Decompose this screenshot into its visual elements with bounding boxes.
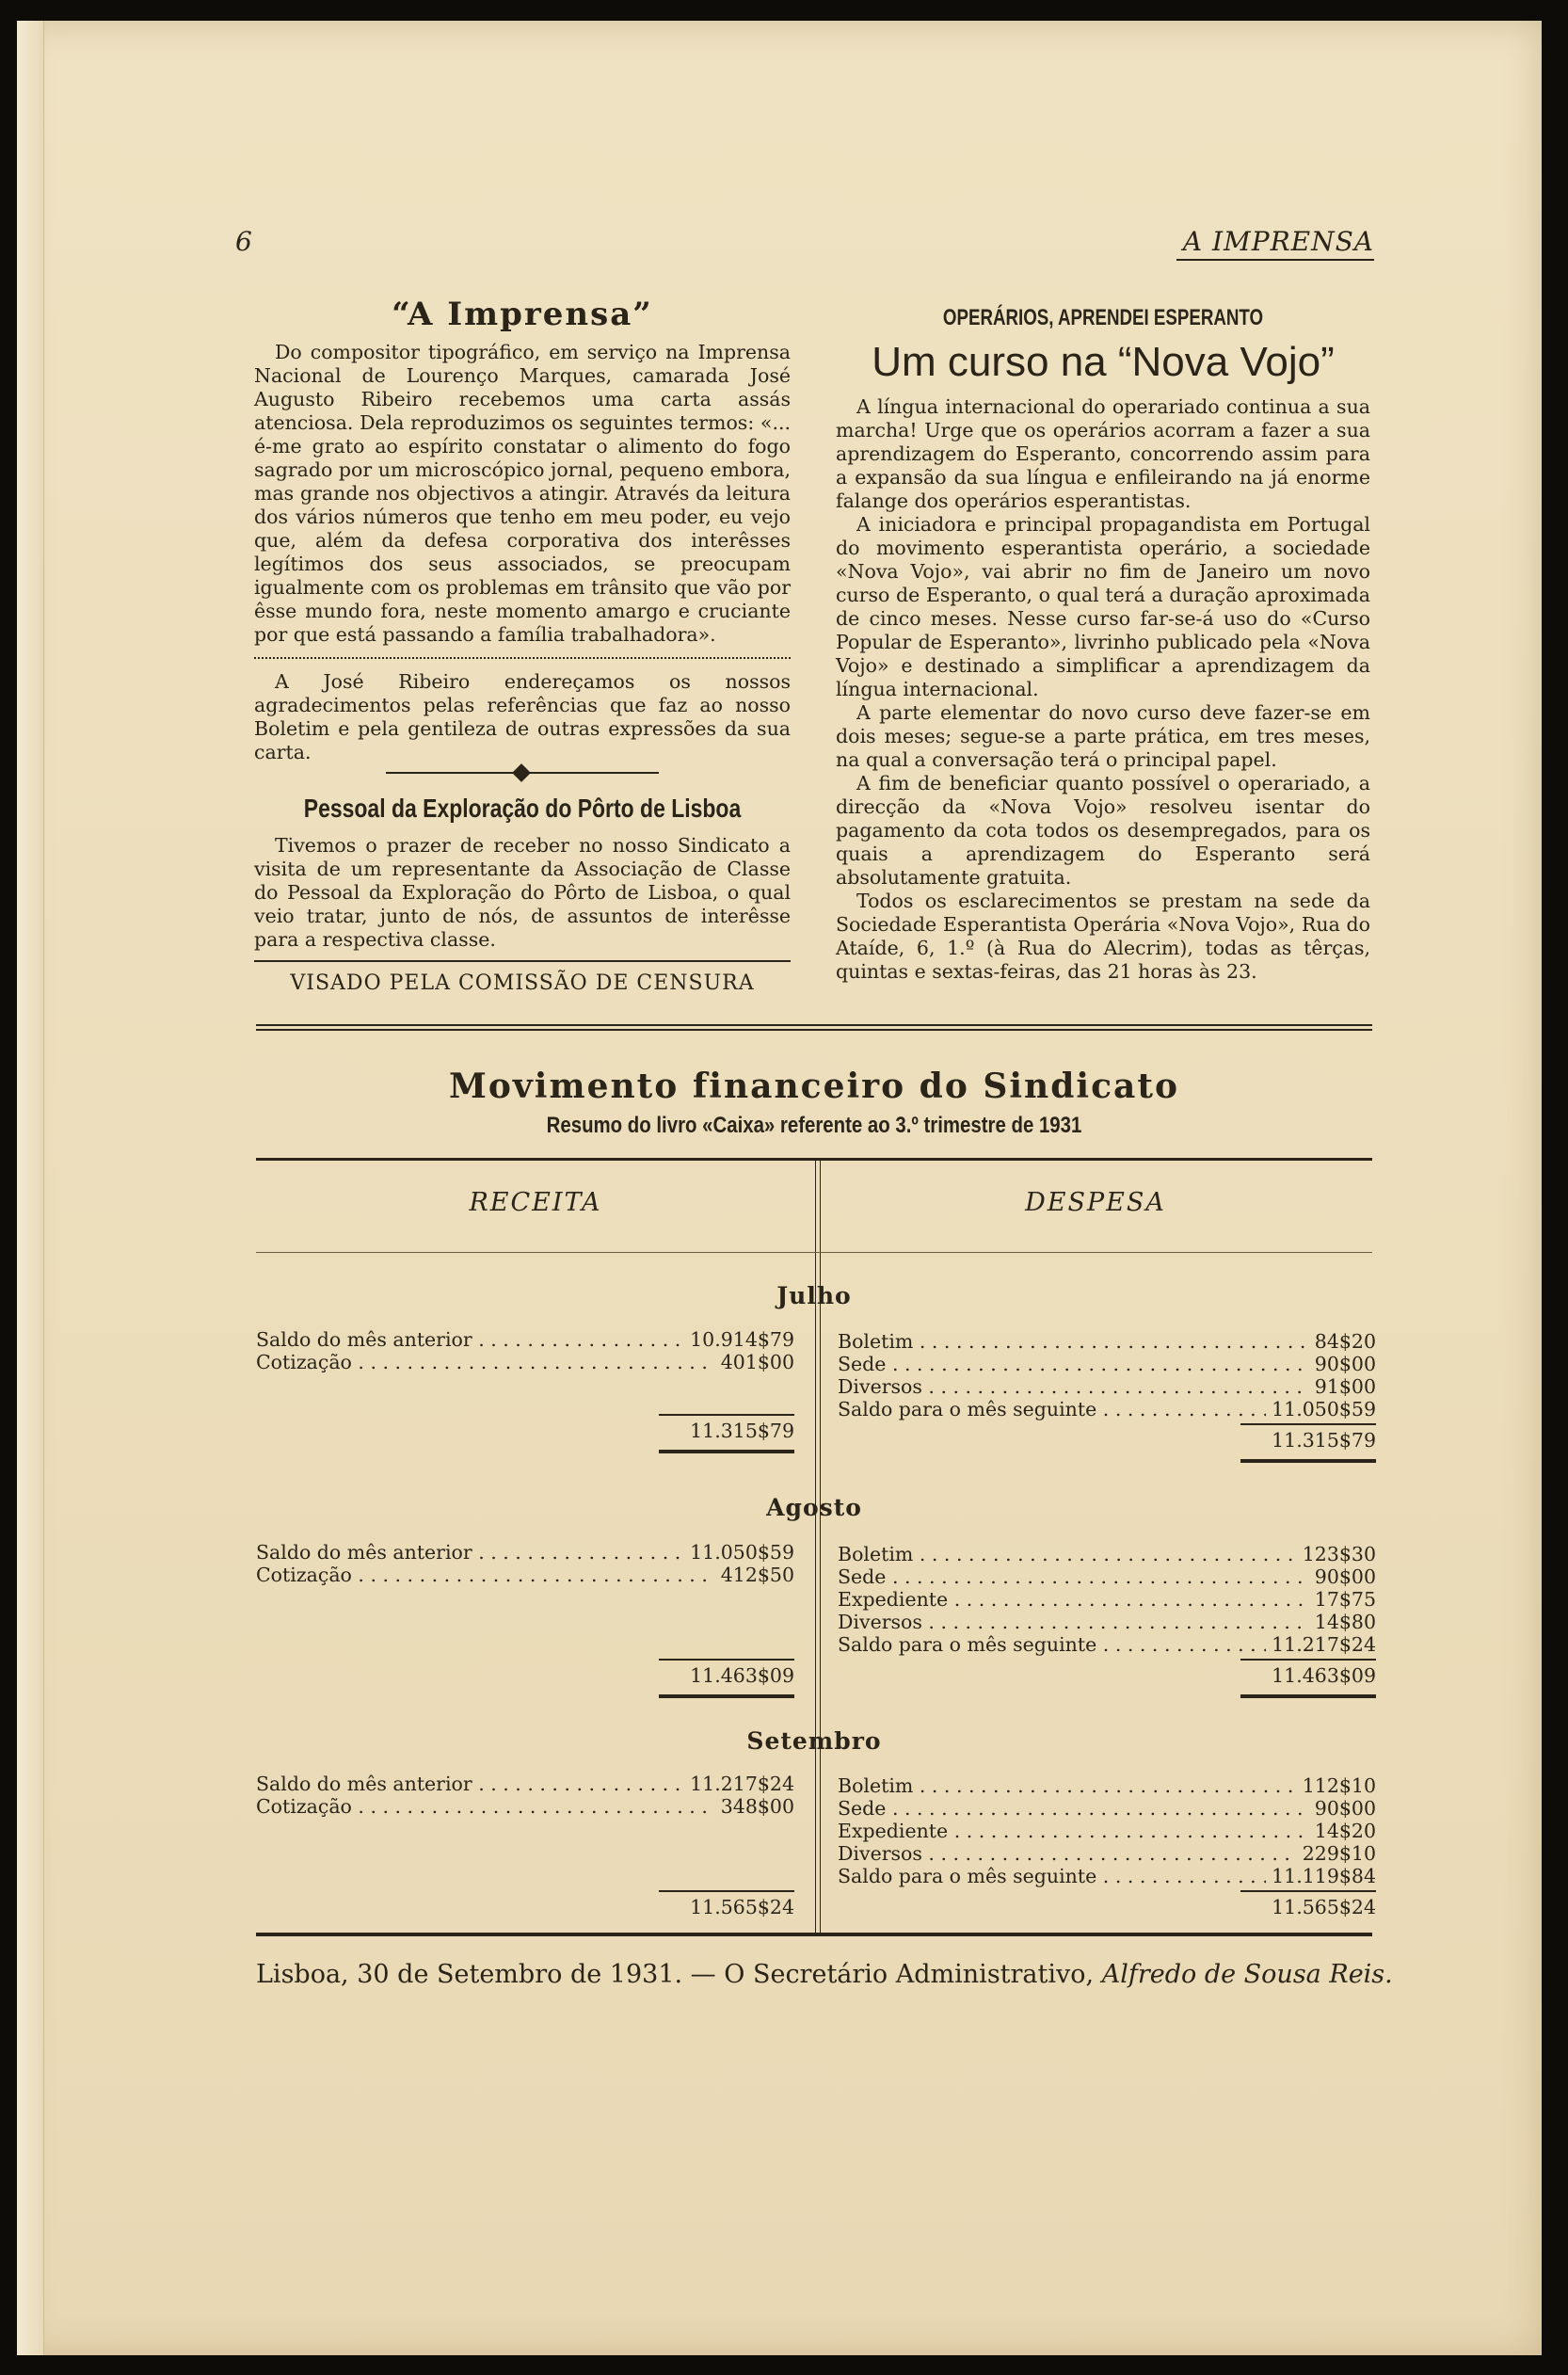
total-rule xyxy=(659,1659,794,1661)
esperanto-paragraph: Todos os esclarecimentos se prestam na sede da Sociedade Esperantista Operária «Nova Vojo», Rua do Ataíde, 6, 1.º (à Rua do Alecrim), todas as têrças, quintas e sextas-feiras, das 21 horas às 23. xyxy=(836,890,1370,983)
ledger-amount: 11.119$84 xyxy=(1272,1865,1376,1887)
ledger-amount: 90$00 xyxy=(1314,1797,1376,1820)
ledger-row xyxy=(838,1611,1376,1633)
ledger-row xyxy=(838,1774,1376,1797)
ledger-row xyxy=(838,1588,1376,1611)
ledger-label: Diversos . . . xyxy=(838,1375,1309,1398)
ledger-label: Boletim . . . xyxy=(838,1774,1297,1797)
receita-list xyxy=(256,1541,794,1586)
ledger-row xyxy=(838,1797,1376,1820)
ledger-label: Saldo para o mês seguinte . . . xyxy=(838,1865,1266,1887)
ledger-amount: 11.050$59 xyxy=(1272,1398,1376,1420)
receita-total: 11.463$09 xyxy=(690,1664,794,1687)
despesa-list xyxy=(838,1330,1376,1420)
ledger-row xyxy=(838,1565,1376,1588)
total-double-rule xyxy=(1240,1459,1376,1463)
signature-name: Alfredo de Sousa Reis. xyxy=(1101,1960,1393,1989)
total-double-rule xyxy=(659,1694,794,1698)
column-divider xyxy=(815,1161,821,1933)
ledger-row xyxy=(256,1795,794,1818)
esperanto-article xyxy=(836,395,1370,984)
esperanto-paragraph: A fim de beneficiar quanto possível o operariado, a direcção da «Nova Vojo» resolveu isentar do pagamento da cota todos os desempregados, para os quais a aprendizagem do Esperanto será absolutamente gratuita. xyxy=(836,772,1370,889)
ledger-amount: 91$00 xyxy=(1314,1375,1376,1398)
ledger-row xyxy=(838,1330,1376,1353)
ledger-label: Expediente . . . xyxy=(838,1820,1309,1842)
month-heading: Agosto xyxy=(766,1494,862,1521)
ledger-row xyxy=(838,1633,1376,1656)
esperanto-paragraph: A parte elementar do novo curso deve fazer-se em dois meses; segue-se a parte prática, em tres meses, na qual a conversação terá o principal papel. xyxy=(836,701,1370,771)
ledger-amount: 112$10 xyxy=(1302,1774,1376,1797)
total-double-rule xyxy=(659,1450,794,1453)
ledger-row xyxy=(838,1865,1376,1887)
censorship-stamp: VISADO PELA COMISSÃO DE CENSURA xyxy=(290,971,755,995)
month-heading: Setembro xyxy=(746,1727,882,1755)
ledger-label: Saldo para o mês seguinte . . . xyxy=(838,1633,1266,1656)
pessoal-article xyxy=(254,834,791,952)
ledger-label: Cotização . . . xyxy=(256,1795,715,1818)
dotted-separator xyxy=(254,657,791,659)
ledger-amount: 123$30 xyxy=(1302,1543,1376,1565)
ledger-label: Sede . . . xyxy=(838,1565,1309,1588)
ledger-amount: 11.217$24 xyxy=(1272,1633,1376,1656)
ledger-amount: 84$20 xyxy=(1314,1330,1376,1353)
month-heading: Julho xyxy=(776,1282,852,1309)
despesa-total: 11.463$09 xyxy=(1272,1664,1376,1687)
ledger-amount: 10.914$79 xyxy=(690,1328,794,1351)
ledger-label: Diversos . . . xyxy=(838,1611,1309,1633)
ledger-row xyxy=(838,1842,1376,1865)
ledger-label: Sede . . . xyxy=(838,1797,1309,1820)
signature-place-date: Lisboa, 30 de Setembro de 1931. — O Secretário Administrativo, xyxy=(256,1960,1095,1989)
ledger-label: Boletim . . . xyxy=(838,1543,1297,1565)
total-double-rule xyxy=(1240,1694,1376,1698)
imprensa-paragraph: A José Ribeiro endereçamos os nossos agradecimentos pelas referências que faz ao nosso Boletim e pela gentileza de outras expressões da sua carta. xyxy=(254,670,791,763)
ledger-amount: 14$20 xyxy=(1314,1820,1376,1842)
ledger-label: Saldo do mês anterior . . . xyxy=(256,1328,684,1351)
ledger-row xyxy=(256,1328,794,1351)
despesa-list xyxy=(838,1543,1376,1656)
imprensa-headline: “A Imprensa” xyxy=(392,296,653,333)
page-number: 6 xyxy=(235,226,252,257)
total-rule xyxy=(1240,1423,1376,1425)
movimento-title: Movimento financeiro do Sindicato xyxy=(449,1067,1179,1106)
ledger-amount: 11.217$24 xyxy=(690,1773,794,1795)
receita-total: 11.565$24 xyxy=(690,1896,794,1918)
ledger-row xyxy=(838,1398,1376,1420)
header-rule xyxy=(256,1252,1372,1253)
despesa-total: 11.315$79 xyxy=(1272,1429,1376,1452)
ledger-label: Cotização . . . xyxy=(256,1564,715,1586)
table-bottom-rule xyxy=(256,1933,1372,1936)
ledger-row xyxy=(838,1543,1376,1565)
imprensa-article xyxy=(254,341,791,647)
ledger-amount: 17$75 xyxy=(1314,1588,1376,1611)
ledger-amount: 401$00 xyxy=(720,1351,794,1373)
ledger-label: Saldo do mês anterior . . . xyxy=(256,1541,684,1564)
total-rule xyxy=(659,1890,794,1892)
esperanto-paragraph: A língua internacional do operariado continua a sua marcha! Urge que os operários acorram a fazer a sua aprendizagem do Esperanto, concorrendo assim para a expansão da sua língua e enfileirando na já enorme falange dos operários esperantistas. xyxy=(836,395,1370,512)
ledger-row xyxy=(256,1541,794,1564)
ledger-row xyxy=(838,1353,1376,1375)
receita-total: 11.315$79 xyxy=(690,1420,794,1442)
ledger-label: Diversos . . . xyxy=(838,1842,1297,1865)
total-rule xyxy=(1240,1659,1376,1661)
esperanto-kicker: OPERÁRIOS, APRENDEI ESPERANTO xyxy=(942,305,1264,330)
ledger-label: Boletim . . . xyxy=(838,1330,1309,1353)
ledger-amount: 90$00 xyxy=(1314,1353,1376,1375)
pessoal-paragraph: Tivemos o prazer de receber no nosso Sindicato a visita de um representante da Associação de Classe do Pessoal da Exploração do Pôrto de Lisboa, o qual veio tratar, junto de nós, de assuntos de interêsse para a respectiva classe. xyxy=(254,834,791,951)
ledger-label: Expediente . . . xyxy=(838,1588,1309,1611)
ledger-amount: 412$50 xyxy=(720,1564,794,1586)
despesa-header: DESPESA xyxy=(1025,1188,1166,1217)
esperanto-paragraph: A iniciadora e principal propagandista em Portugal do movimento esperantista operário, a sociedade «Nova Vojo», vai abrir no fim de Janeiro um novo curso de Esperanto, o qual terá a duração aproximada de cinco meses. Nesse curso far-se-á uso do «Curso Popular de Esperanto», livrinho publicado pela «Nova Vojo» e destinado a simplificar a aprendizagem da língua internacional. xyxy=(836,513,1370,700)
section-rule xyxy=(256,1024,1372,1026)
ledger-amount: 229$10 xyxy=(1302,1842,1376,1865)
ledger-label: Saldo do mês anterior . . . xyxy=(256,1773,684,1795)
ledger-row xyxy=(838,1375,1376,1398)
despesa-total: 11.565$24 xyxy=(1272,1896,1376,1918)
ledger-amount: 14$80 xyxy=(1314,1611,1376,1633)
running-head: A IMPRENSA xyxy=(1176,226,1374,261)
imprensa-article-end xyxy=(254,670,791,764)
pessoal-headline: Pessoal da Exploração do Pôrto de Lisboa xyxy=(303,794,742,823)
ledger-row xyxy=(256,1351,794,1373)
ledger-row xyxy=(256,1564,794,1586)
ledger-amount: 348$00 xyxy=(720,1795,794,1818)
ledger-row xyxy=(838,1820,1376,1842)
ledger-label: Cotização . . . xyxy=(256,1351,715,1373)
movimento-subtitle: Resumo do livro «Caixa» referente ao 3.º trimestre de 1931 xyxy=(546,1113,1082,1138)
ledger-row xyxy=(256,1773,794,1795)
censor-rule xyxy=(254,960,791,962)
ledger-label: Saldo para o mês seguinte . . . xyxy=(838,1398,1266,1420)
receita-header: RECEITA xyxy=(469,1188,602,1217)
ledger-amount: 11.050$59 xyxy=(690,1541,794,1564)
table-top-rule xyxy=(256,1158,1372,1161)
receita-list xyxy=(256,1773,794,1818)
ledger-label: Sede . . . xyxy=(838,1353,1309,1375)
despesa-list xyxy=(838,1774,1376,1887)
section-rule xyxy=(256,1029,1372,1031)
ledger-amount: 90$00 xyxy=(1314,1565,1376,1588)
signature-line xyxy=(256,1960,1393,1989)
total-rule xyxy=(659,1414,794,1416)
receita-list xyxy=(256,1328,794,1373)
imprensa-paragraph: Do compositor tipográfico, em serviço na Imprensa Nacional de Lourenço Marques, camarada José Augusto Ribeiro recebemos uma carta assás atenciosa. Dela reproduzimos os seguintes termos: «... é-me grato ao espírito constatar o alimento do fogo sagrado por um microscópico jornal, pequeno embora, mas grande nos objectivos a atingir. Através da leitura dos vários números que tenho em meu poder, eu vejo que, além da defesa corporativa dos interêsses legítimos dos seus associados, se preocupam igualmente com os problemas em trânsito que vão por êsse mundo fora, neste momento amargo e cruciante por que está passando a família trabalhadora». xyxy=(254,341,791,646)
esperanto-headline: Um curso na “Nova Vojo” xyxy=(872,339,1335,385)
total-rule xyxy=(1240,1890,1376,1892)
